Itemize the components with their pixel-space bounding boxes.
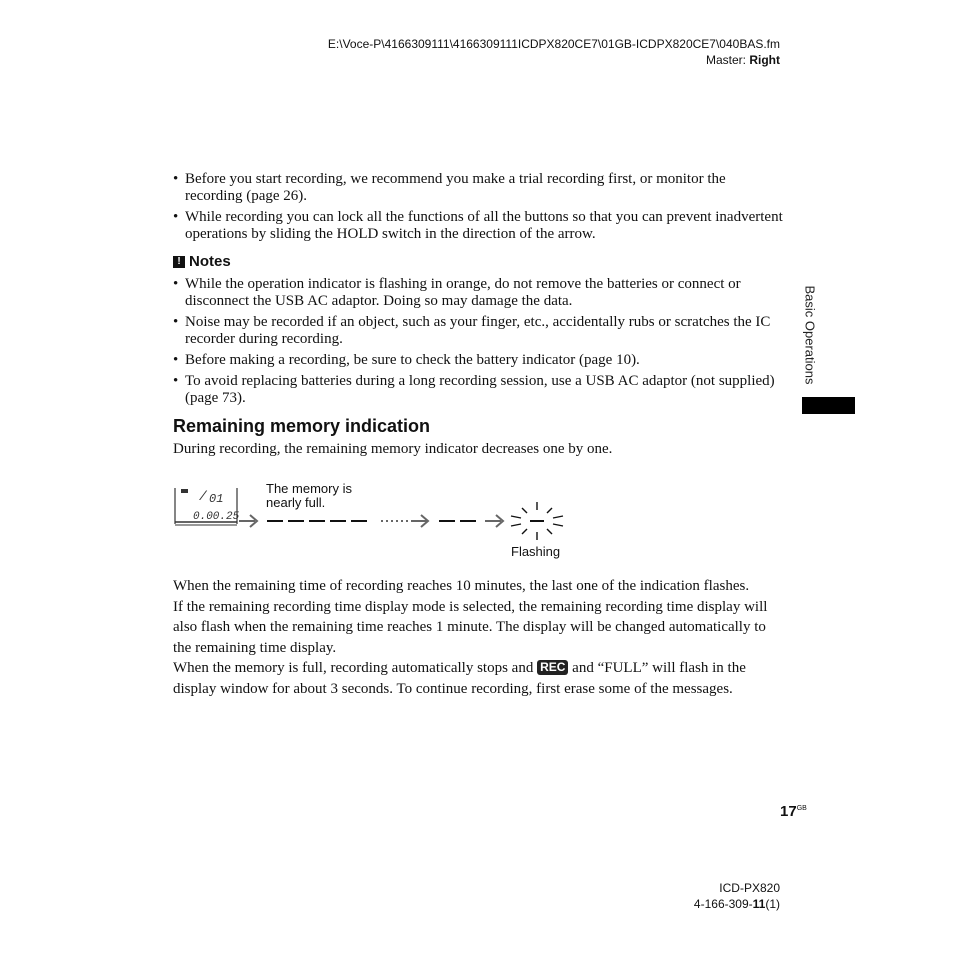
master-line — [328, 52, 780, 68]
model-footer — [694, 880, 780, 912]
lcd-counter: 0.00.25 — [193, 511, 240, 523]
dotted-arrow-icon — [381, 515, 428, 527]
section-title: Remaining memory indication — [173, 416, 431, 436]
memory-full-caption: The memory is nearly full. — [266, 481, 352, 510]
paragraph: When the remaining time of recording reaches 10 minutes, the last one of the indication flashes. — [173, 578, 750, 594]
file-header — [328, 36, 780, 68]
list-item: • To avoid replacing batteries during a long recording session, use a USB AC adaptor (not supplied) (page 73). — [173, 373, 783, 407]
notes-list — [173, 276, 783, 411]
section-side-label — [780, 280, 840, 390]
body-text — [173, 576, 783, 699]
model-name: ICD-PX820 — [719, 881, 780, 895]
list-item: • Before making a recording, be sure to check the battery indicator (page 10). — [173, 352, 783, 369]
list-item: • Before you start recording, we recommend you make a trial recording first, or monitor the recording (page 26). — [173, 171, 783, 205]
list-item: • While the operation indicator is flashing in orange, do not remove the batteries or connect or disconnect the USB AC adaptor. Doing so may damage the data. — [173, 276, 783, 310]
note-icon: ! — [173, 256, 185, 268]
page-number-suffix: GB — [796, 805, 807, 812]
section-intro: During recording, the remaining memory indicator decreases one by one. — [173, 441, 613, 457]
list-item: • Noise may be recorded if an object, such as your finger, etc., accidentally rubs or scratches the IC recorder during recording. — [173, 314, 783, 348]
side-label-text: Basic Operations — [802, 285, 818, 385]
master-label: Master: — [706, 53, 750, 67]
lcd-display-icon — [175, 488, 240, 525]
flashing-caption: Flashing — [511, 544, 561, 559]
notes-heading-text: Notes — [189, 253, 231, 270]
rec-indicator-badge: REC — [537, 660, 568, 675]
tips-list — [173, 171, 783, 247]
lcd-folder-number: 01 — [209, 492, 224, 506]
arrow-right-icon — [239, 515, 257, 527]
svg-text:/: / — [199, 489, 207, 504]
memory-indicator-diagram — [173, 478, 593, 564]
list-item: • While recording you can lock all the functions of all the buttons so that you can prevent inadvertent operations by sliding the HOLD switch in the direction of the arrow. — [173, 209, 783, 243]
page-number: $17^{GB}$ — [780, 803, 807, 820]
part-code: 4-166-309-11(1) — [693, 897, 780, 911]
flashing-segment-icon — [511, 502, 563, 540]
arrow-right-icon — [485, 515, 503, 527]
file-path: E:\Voce-P\4166309111\4166309111ICDPX820CE7\01GB-ICDPX820CE7\040BAS.fm — [327, 37, 780, 51]
notes-heading — [173, 253, 231, 270]
master-value: Right — [749, 53, 780, 67]
paragraph: When the memory is full, recording automatically stops and REC and “FULL” will flash in the display window for about 3 seconds. To continue recording, first erase some of the messages. — [173, 660, 746, 697]
section-tab-marker — [802, 397, 855, 414]
paragraph: If the remaining recording time display mode is selected, the remaining recording time display will also flash when the remaining time reaches 1 minute. The display will be changed automatically to the remaining time display. — [173, 598, 768, 656]
